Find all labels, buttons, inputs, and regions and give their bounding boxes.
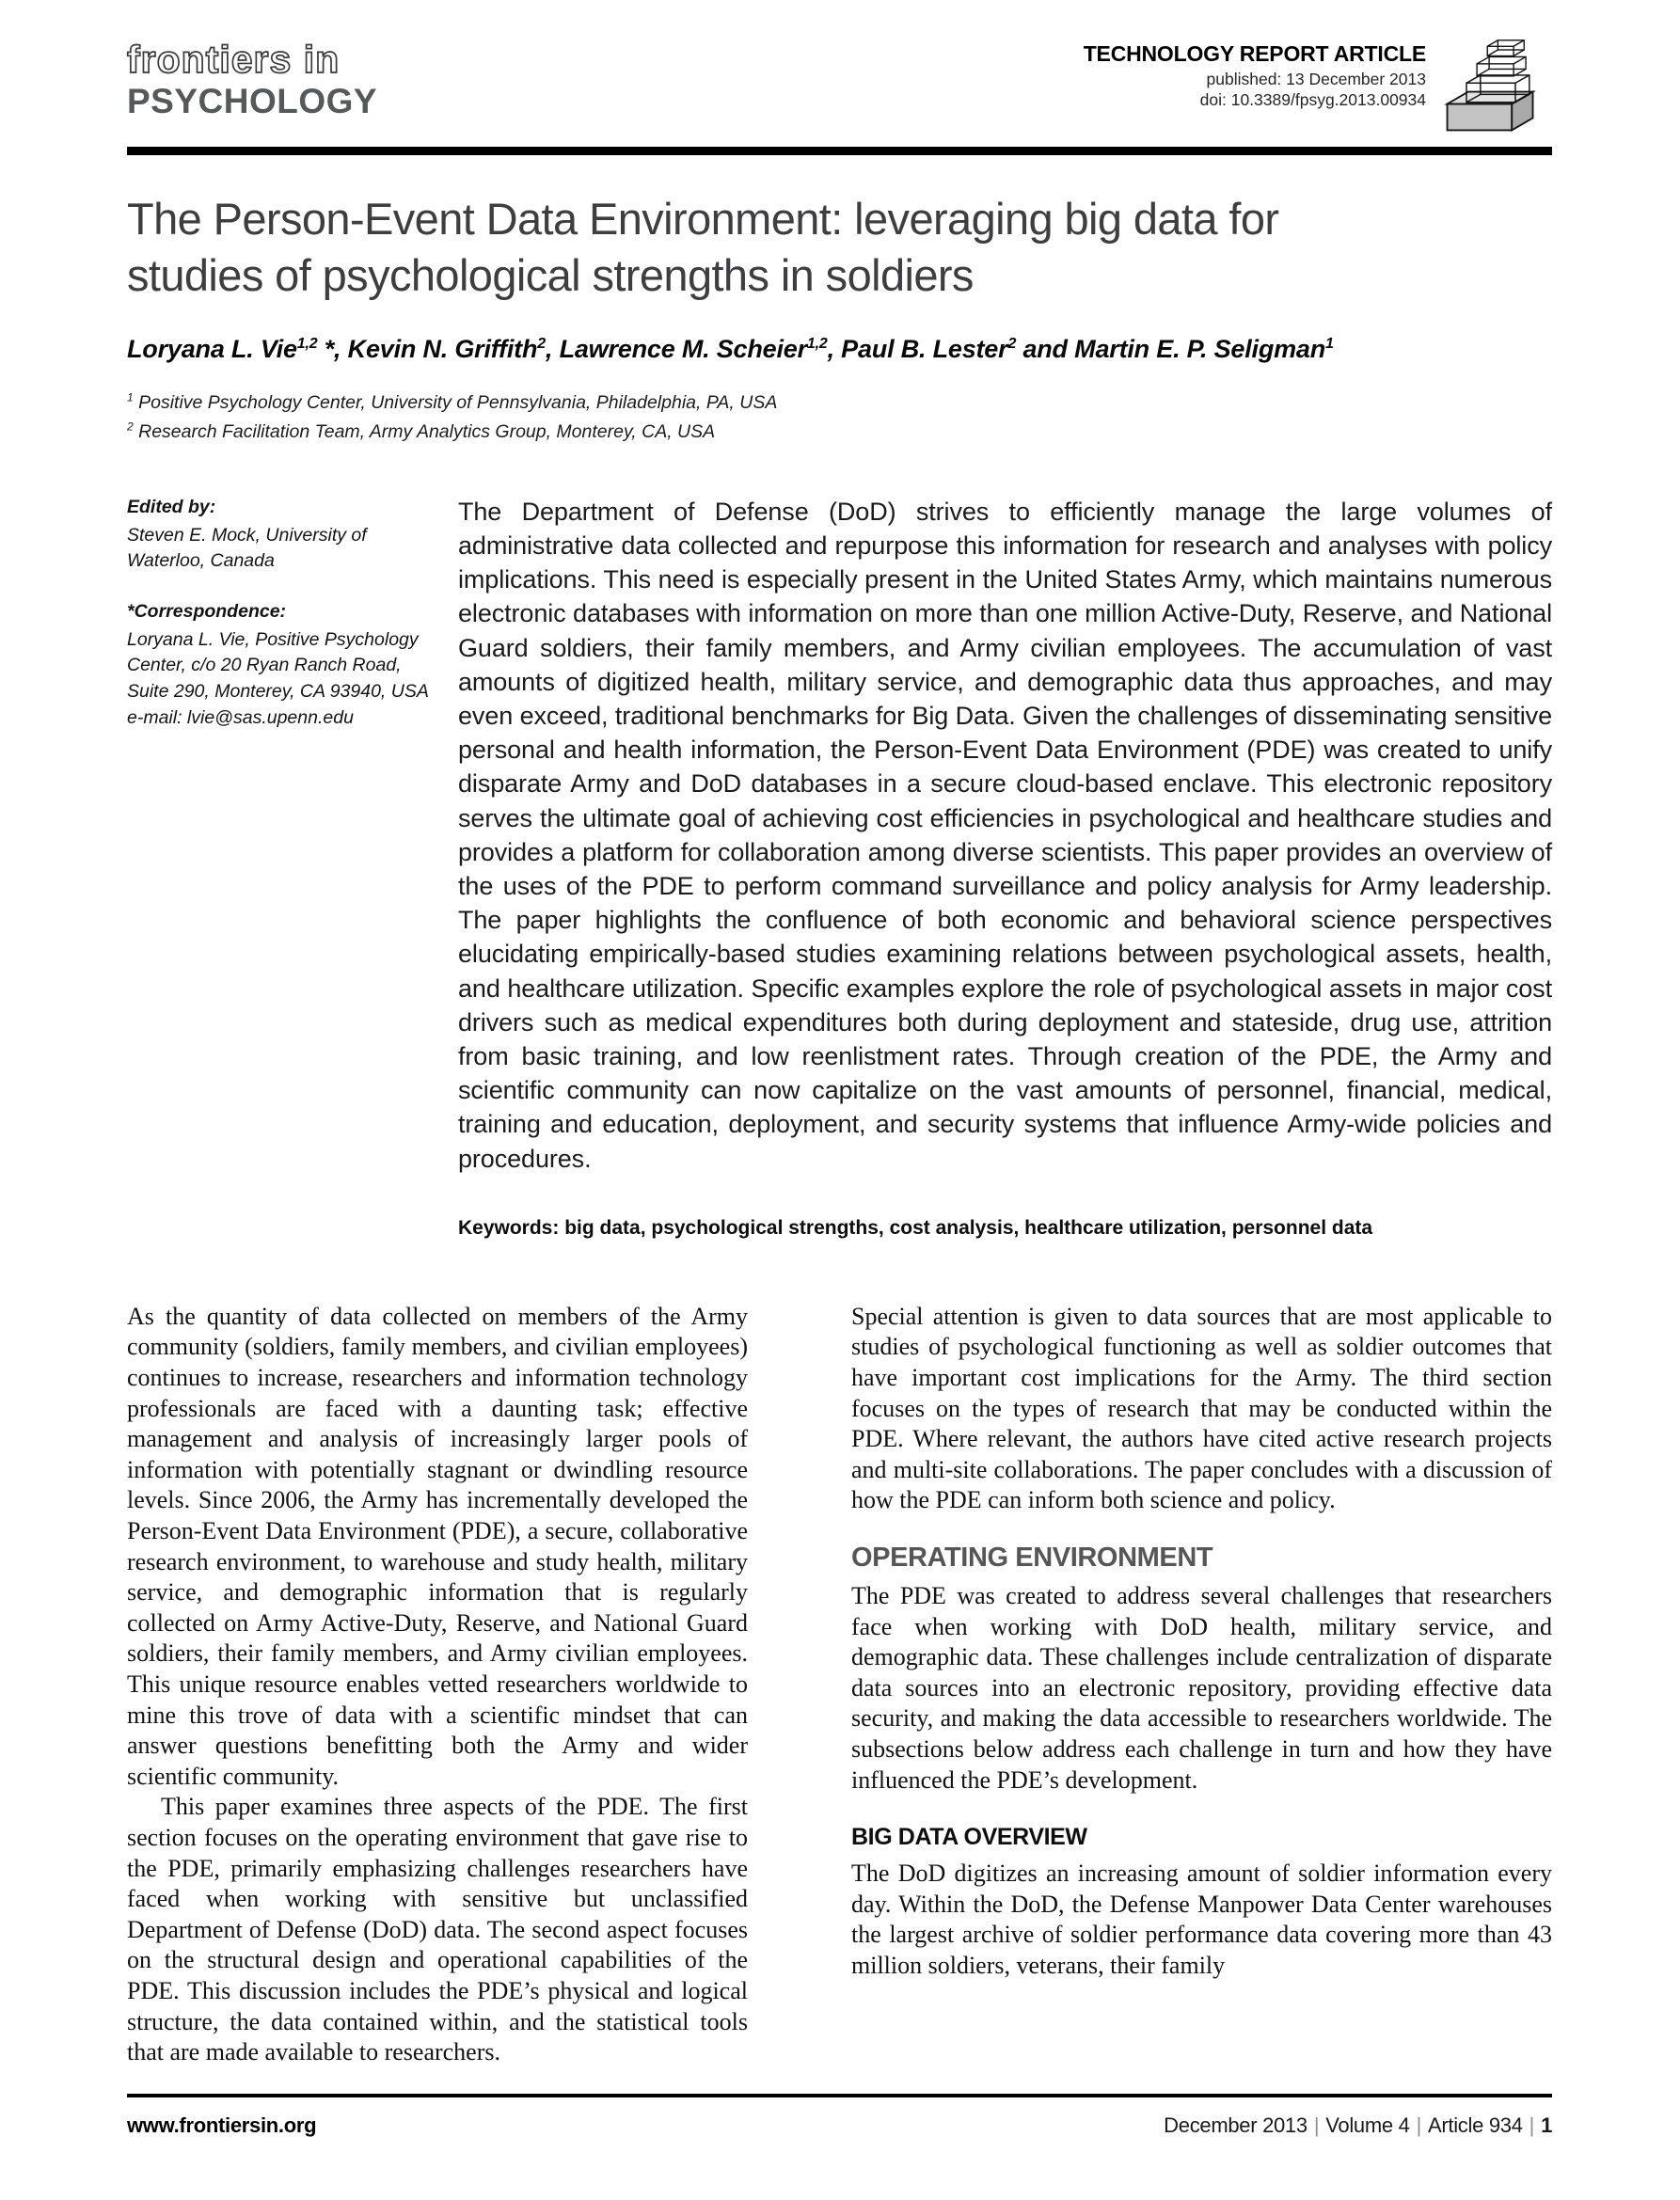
affiliations [127,388,1552,445]
title-line1: The Person-Event Data Environment: leveraging big data for [127,194,1279,244]
affiliation [127,418,1552,446]
page-title [127,191,1552,303]
article-type-label: TECHNOLOGY REPORT ARTICLE [1083,41,1426,66]
edited-by-label: Edited by: [127,496,216,517]
edited-by-value: Steven E. Mock, University of Waterloo, Canada [127,524,367,572]
header-right [1084,38,1552,135]
author-superscript: 1,2 [806,336,828,353]
footer-date: December 2013 [1164,2113,1308,2137]
author-name: Paul B. Lester [841,335,1008,364]
footer-volume: Volume 4 [1325,2113,1410,2137]
affiliation-superscript: 2 [127,419,134,434]
author-separator: , [545,335,560,364]
page-number: 1 [1541,2113,1552,2137]
correspondence-block [127,599,432,731]
published-date: published: 13 December 2013 [1206,70,1426,88]
footer-citation [1164,2113,1552,2138]
journal-logo-line1: frontiers in [127,38,341,81]
journal-logo [127,38,377,121]
article-sidebar [127,495,458,1240]
author-name: Martin E. P. Seligman [1074,335,1326,364]
footer-site-link[interactable]: www.frontiersin.org [127,2113,317,2137]
body-paragraph: Special attention is given to data sources that are most applicable to studies of psychological functioning as well as soldier outcomes that have important cost implications for the Army. The third section focuses on the types of research that may be conducted within the PDE. Where relevant, the authors have cited active research projects and multi-site collaborations. The paper concludes with a discussion of how the PDE can inform both science and policy. [851,1302,1552,1514]
author-separator: and [1016,335,1075,364]
article-body [127,1302,1552,2068]
frontiers-pyramid-logo-icon [1441,38,1552,135]
body-paragraph: The PDE was created to address several challenges that researchers face when working with DoD health, military service, and demographic data. These challenges include centralization of disparate data sources into an electronic repository, providing effective data security, and making the data accessible to researchers worldwide. The subsections below address each challenge in turn and how they have influenced the PDE’s development. [851,1582,1552,1794]
section-heading-operating-environment: OPERATING ENVIRONMENT [851,1543,1213,1574]
author-separator: , [827,335,842,364]
author-name: Loryana L. Vie [127,335,297,364]
abstract-text: The Department of Defense (DoD) strives to efficiently manage the large volumes of administrative data collected and repurpose this information for research and analyses with policy implications. This need is especially present in the United States Army, which maintains numerous electronic databases with information on more than one million Active-Duty, Reserve, and National Guard soldiers, their family members, and Army civilian employees. The accumulation of vast amounts of digitized health, military service, and demographic data thus approaches, and may even exceed, traditional benchmarks for Big Data. Given the challenges of disseminating sensitive personal and health information, the Person-Event Data Environment (PDE) was created to unify disparate Army and DoD databases in a secure cloud-based enclave. This electronic repository serves the ultimate goal of achieving cost efficiencies in psychological and healthcare studies and provides a platform for collaboration among diverse scientists. This paper provides an overview of the uses of the PDE to perform command surveillance and policy analysis for Army leadership. The paper highlights the confluence of both economic and behavioral science perspectives elucidating empirically-based studies examining relations between psychological assets, health, and healthcare utilization. Specific examples explore the role of psychological assets in major cost drivers such as medical expenditures both during deployment and stateside, drug use, attrition from basic training, and low reenlistment rates. Through creation of the PDE, the Army and scientific community can now capitalize on the vast amounts of personnel, financial, medical, training and education, deployment, and security systems that influence Army-wide policies and procedures. [458,497,1552,1173]
footer-separator: | [1313,2113,1320,2137]
affiliation-text: Positive Psychology Center, University of Pennsylvania, Philadelphia, PA, USA [133,392,778,414]
footer-separator: | [1529,2113,1535,2137]
author-name: Lawrence M. Scheier [559,335,807,364]
journal-logo-line2: PSYCHOLOGY [127,82,378,120]
abstract-column [458,495,1552,1240]
correspondence-address: Loryana L. Vie, Positive Psychology Center, c/o 20 Ryan Ranch Road, Suite 290, Monterey, CA 93940, USA [127,628,429,702]
author-separator: *, [317,335,348,364]
author-name: Kevin N. Griffith [347,335,538,364]
author-superscript: 2 [537,336,546,353]
keywords-line: Keywords: big data, psychological strengths, cost analysis, healthcare utilization, personnel data [458,1216,1373,1239]
body-paragraph: This paper examines three aspects of the PDE. The first section focuses on the operating environment that gave rise to the PDE, primarily emphasizing challenges researchers have faced when working with sensitive but unclassified Department of Defense (DoD) data. The second aspect focuses on the structural design and operational capabilities of the PDE. This discussion includes the PDE’s physical and logical structure, the data contained within, and the statistical tools that are made available to researchers. [127,1793,748,2066]
correspondence-email[interactable]: e-mail: lvie@sas.upenn.edu [127,706,354,728]
body-paragraph: As the quantity of data collected on members of the Army community (soldiers, family members, and civilian employees) continues to increase, researchers and information technology professionals are faced with a daunting task; effective management and analysis of increasingly larger pools of information with potentially stagnant or dwindling resource levels. Since 2006, the Army has incrementally developed the Person-Event Data Environment (PDE), a secure, collaborative research environment, to warehouse and study health, military service, and demographic information that is regularly collected on Army Active-Duty, Reserve, and National Guard soldiers, their family members, and Army civilian employees. This unique resource enables vetted researchers worldwide to mine this trove of data with a scientific mindset that can answer questions benefitting both the Army and wider scientific community. [127,1302,748,1790]
footer-divider [127,2094,1552,2097]
page-footer [127,2094,1552,2138]
body-paragraph: The DoD digitizes an increasing amount of soldier information every day. Within the DoD, the Defense Manpower Data Center warehouses the largest archive of soldier performance data covering more than 43 million soldiers, veterans, their family [851,1860,1552,1979]
affiliation [127,388,1552,417]
header-divider [127,147,1552,155]
subsection-heading-big-data-overview: BIG DATA OVERVIEW [851,1824,1087,1851]
article-meta [1084,38,1426,110]
correspondence-label: *Correspondence: [127,600,287,622]
author-superscript: 1 [1325,336,1334,353]
footer-article-number: Article 934 [1427,2113,1523,2137]
footer-separator: | [1416,2113,1421,2137]
page-header [127,38,1552,135]
title-line2: studies of psychological strengths in soldiers [127,249,974,300]
affiliation-superscript: 1 [127,390,134,404]
body-left-column [127,1302,748,2068]
body-right-column [851,1302,1552,2068]
author-superscript: 1,2 [296,336,318,353]
abstract-section [127,495,1552,1240]
edited-by-block [127,495,432,575]
affiliation-text: Research Facilitation Team, Army Analytics Group, Monterey, CA, USA [133,420,716,442]
author-superscript: 2 [1007,336,1017,353]
authors-line [127,335,1552,364]
doi-text: doi: 10.3389/fpsyg.2013.00934 [1199,90,1426,109]
